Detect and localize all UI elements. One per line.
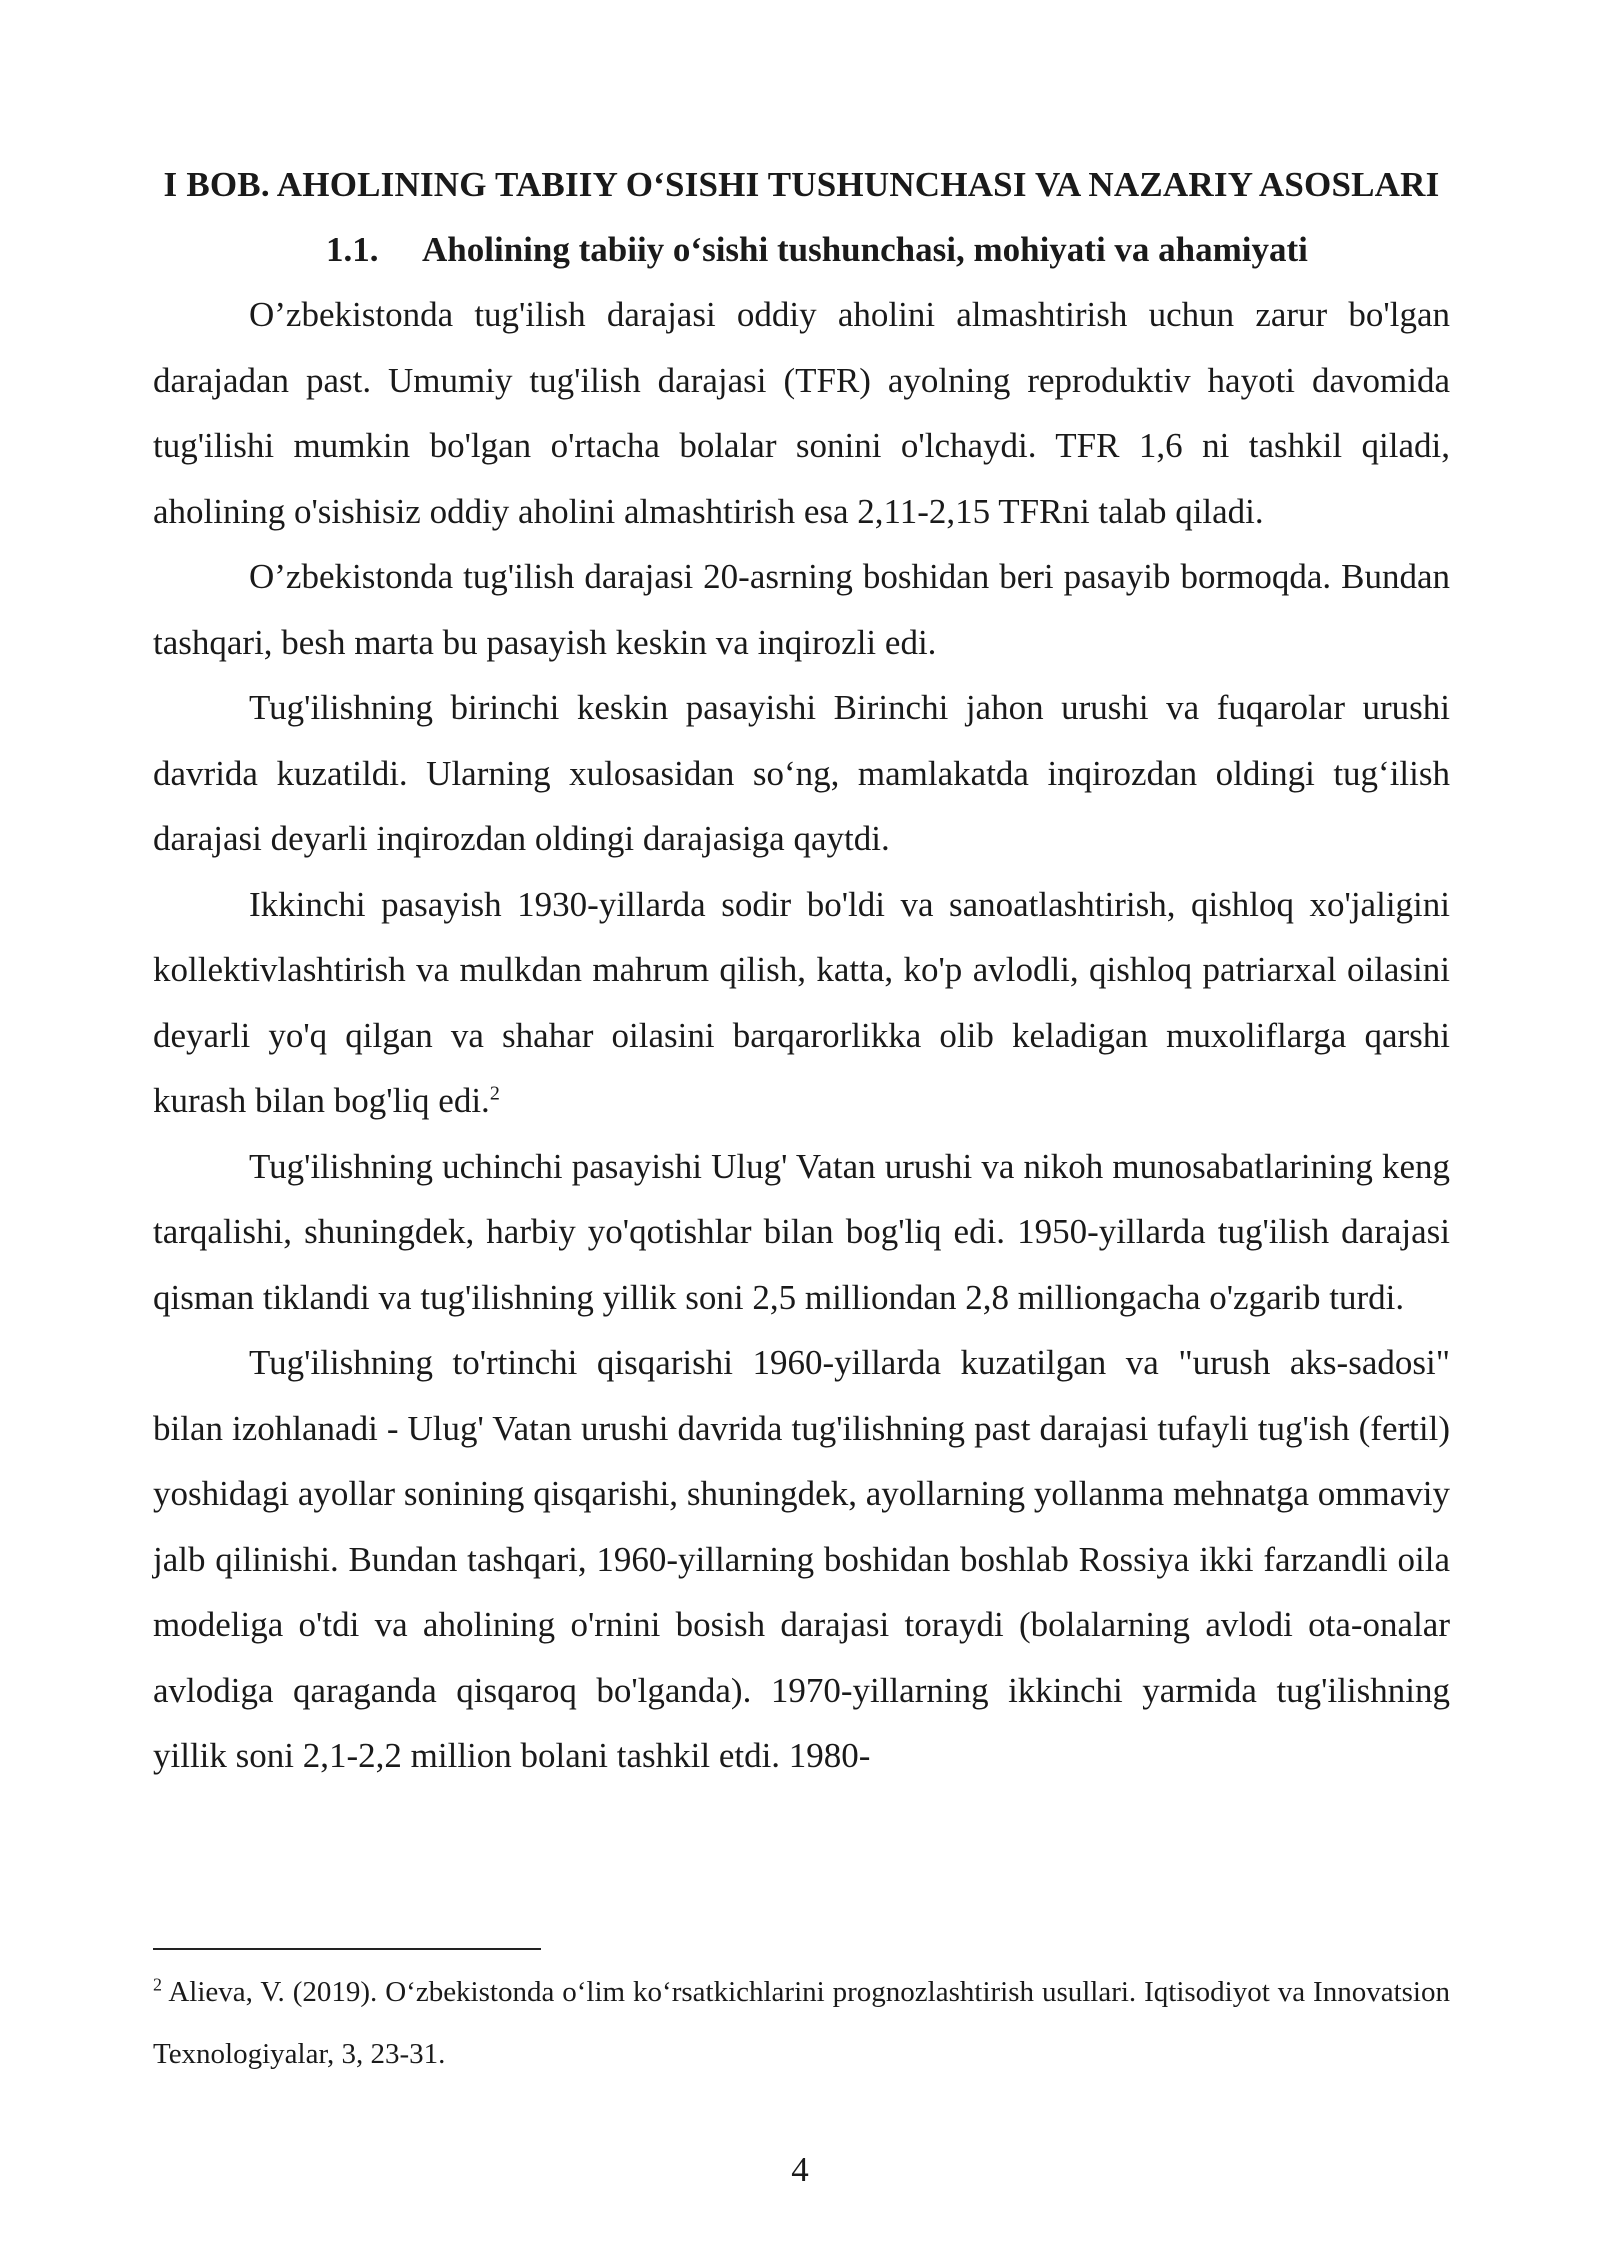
paragraph-6: Tug'ilishning to'rtinchi qisqarishi 1960-yillarda kuzatilgan va "urush aks-sadosi" bilan izohlanadi - Ulug' Vatan urushi davrida tug'ilishning past darajasi tufayli tug'ish (fertil) yoshidagi ayollar sonining qisqarishi, shuningdek, ayollarning yollanma mehnatga ommaviy jalb qilinishi. Bundan tashqari, 1960-yillarning boshidan boshlab Rossiya ikki farzandli oila modeliga o'tdi va aholining o'rnini bosish darajasi toraydi (bolalarning avlodi ota-onalar avlodiga qaraganda qisqaroq bo'lganda). 1970-yillarning ikkinchi yarmida tug'ilishning yillik soni 2,1-2,2 million bolani tashkil etdi. 1980- <box>153 1343 1450 1775</box>
page-number: 4 <box>791 2150 809 2189</box>
footnote-reference[interactable]: 2 <box>489 1082 500 1105</box>
footnote-separator <box>153 1948 541 1950</box>
chapter-title: I BOB. AHOLINING TABIIY O‘SISHI TUSHUNCHASI VA NAZARIY ASOSLARI <box>163 165 1440 204</box>
paragraph-4 <box>153 872 1450 1134</box>
footnote-marker: 2 <box>153 1974 162 1995</box>
paragraph-4-text: Ikkinchi pasayish 1930-yillarda sodir bo'ldi va sanoatlashtirish, qishloq xo'jaligini kollektivlashtirish va mulkdan mahrum qilish, katta, ko'p avlodli, qishloq patriarxal oilasini deyarli yo'q qilgan va shahar oilasini barqarorlikka olib keladigan muxoliflarga qarshi kurash bilan bog'liq edi. <box>153 884 1450 1120</box>
section-number: 1.1. <box>326 230 379 269</box>
paragraph-2: O’zbekistonda tug'ilish darajasi 20-asrning boshidan beri pasayib bormoqda. Bundan tashqari, besh marta bu pasayish keskin va inqirozli edi. <box>153 557 1450 662</box>
paragraph-5: Tug'ilishning uchinchi pasayishi Ulug' Vatan urushi va nikoh munosabatlarining keng tarqalishi, shuningdek, harbiy yo'qotishlar bilan bog'liq edi. 1950-yillarda tug'ilish darajasi qisman tiklandi va tug'ilishning yillik soni 2,5 milliondan 2,8 milliongacha o'zgarib turdi. <box>153 1146 1450 1317</box>
paragraph-1: O’zbekistonda tug'ilish darajasi oddiy aholini almashtirish uchun zarur bo'lgan darajadan past. Umumiy tug'ilish darajasi (TFR) ayolning reproduktiv hayoti davomida tug'ilishi mumkin bo'lgan o'rtacha bolalar sonini o'lchaydi. TFR 1,6 ni tashkil qiladi, aholining o'sishisiz oddiy aholini almashtirish esa 2,11-2,15 TFRni talab qiladi. <box>153 295 1450 531</box>
footnote-text: Alieva, V. (2019). O‘zbekistonda o‘lim ko‘rsatkichlarini prognozlashtirish usullari. Iqtisodiyot va Innovatsion Texnologiyalar, 3, 23-31. <box>153 1976 1450 2070</box>
paragraph-3: Tug'ilishning birinchi keskin pasayishi Birinchi jahon urushi va fuqarolar urushi davrida kuzatildi. Ularning xulosasidan so‘ng, mamlakatda inqirozdan oldingi tug‘ilish darajasi deyarli inqirozdan oldingi darajasiga qaytdi. <box>153 688 1450 858</box>
main-text <box>153 152 1450 1789</box>
section-heading <box>153 217 1450 282</box>
footnote <box>153 1961 1450 2085</box>
section-title: Aholining tabiiy o‘sishi tushunchasi, mohiyati va ahamiyati <box>422 230 1308 269</box>
